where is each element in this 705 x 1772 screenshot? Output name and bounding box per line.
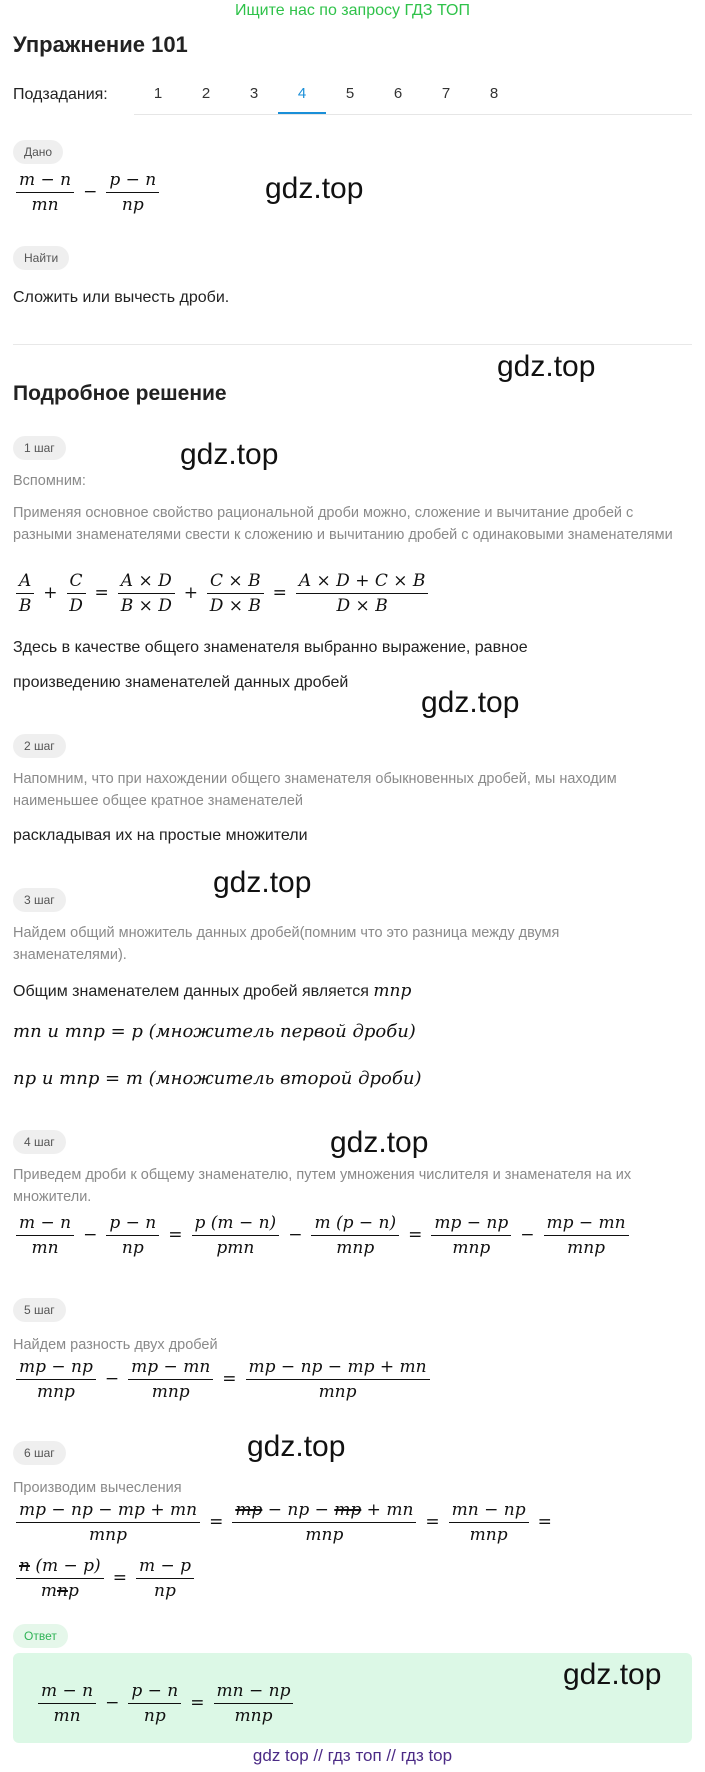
fraction-denominator: mn [31, 1238, 59, 1258]
fraction-denominator: mn [31, 195, 59, 215]
fraction-numerator: A [16, 571, 34, 594]
step-6-formula-line-1 [13, 1500, 558, 1545]
fraction-numerator: mn − np [214, 1681, 294, 1704]
tab-1[interactable]: 1 [153, 85, 163, 102]
operator: = [537, 1512, 552, 1532]
answer-expression [35, 1681, 296, 1726]
fraction-denominator: mn [53, 1706, 81, 1726]
operator: = [112, 1568, 127, 1588]
step-1-text-2: произведению знаменателей данных дробей [13, 674, 349, 691]
fraction-numerator: mn − np [449, 1500, 529, 1523]
fraction-numerator: mp − np − mp + mn [246, 1357, 430, 1380]
step-4-formula [13, 1213, 632, 1258]
step-3-line-2: np и mnp = m (множитель второй дроби) [13, 1068, 422, 1089]
solution-title: Подробное решение [13, 382, 227, 405]
step-4-description: Приведем дроби к общему знаменателю, путем умножения числителя и знаменателя на их множители. [13, 1167, 632, 1205]
fraction-numerator: C [67, 571, 86, 594]
step-4-badge: 4 шаг [13, 1130, 66, 1154]
step-2-text: раскладывая их на простые множители [13, 827, 308, 844]
fraction-denominator: np [143, 1706, 166, 1726]
fraction-numerator: mp − mn [128, 1357, 213, 1380]
watermark: gdz.top [497, 350, 596, 383]
fraction-numerator: p (m − n) [192, 1213, 280, 1236]
fraction-denominator: mnp [318, 1382, 357, 1402]
operator: = [408, 1225, 423, 1245]
fraction-denominator: mnp [89, 1525, 127, 1545]
step-3-description: Найдем общий множитель данных дробей(помним что это разница между двумя знаменателями). [13, 925, 560, 963]
watermark: gdz.top [330, 1126, 429, 1159]
watermark: gdz.top [421, 686, 520, 719]
operator: + [43, 583, 58, 603]
watermark: gdz.top [180, 438, 279, 471]
fraction-numerator: m (p − n) [311, 1213, 399, 1236]
fraction-denominator: mnp [336, 1238, 375, 1258]
find-text: Сложить или вычесть дроби. [13, 289, 230, 306]
fraction-denominator: B × D [120, 596, 172, 616]
fraction-denominator: D [69, 596, 83, 616]
step-3-line-1: mn и mnp = p (множитель первой дроби) [13, 1021, 416, 1042]
operator: = [168, 1225, 183, 1245]
tabs-underline [134, 114, 692, 115]
operator: = [94, 583, 109, 603]
fraction-denominator: D × B [209, 596, 261, 616]
operator: − [104, 1369, 120, 1389]
step-1-recall: Вспомним: [13, 473, 86, 489]
step-1-description: Применяя основное свойство рациональной дроби можно, сложение и вычитание дробей с разными знаменателями свести к сложению и вычитанию дробей с одинаковыми знаменателями [13, 505, 673, 543]
footer-links[interactable]: gdz top // гдз топ // гдз top [252, 1746, 453, 1765]
operator: = [190, 1693, 205, 1713]
fraction-numerator: mp − mn [544, 1213, 629, 1236]
cancelled-term: mp [334, 1500, 362, 1520]
tab-4-active[interactable]: 4 [278, 74, 326, 114]
numerator-part: (m − p) [29, 1556, 101, 1576]
step-5-badge: 5 шаг [13, 1298, 66, 1322]
fraction-denominator: mnp [469, 1525, 508, 1545]
cancelled-term: mp [235, 1500, 263, 1520]
denominator-part: m [40, 1581, 57, 1601]
operator: = [222, 1369, 237, 1389]
fraction-numerator: C × B [207, 571, 264, 594]
operator: − [520, 1225, 535, 1245]
tab-8[interactable]: 8 [489, 85, 499, 102]
watermark: gdz.top [247, 1430, 346, 1463]
fraction-numerator: A × D + C × B [296, 571, 429, 594]
tab-5[interactable]: 5 [345, 85, 355, 102]
watermark: gdz.top [213, 866, 312, 899]
fraction-numerator: A × D [118, 571, 175, 594]
fraction-denominator: mnp [36, 1382, 75, 1402]
fraction-denominator: B [18, 596, 32, 616]
step-3-text-math: mnp [373, 981, 412, 1001]
cancelled-term: n [19, 1556, 30, 1576]
divider [13, 344, 692, 345]
search-banner: Ищите нас по запросу ГДЗ ТОП [235, 2, 470, 19]
operator: − [288, 1225, 303, 1245]
step-3-badge: 3 шаг [13, 888, 66, 912]
fraction-numerator: mp − np [431, 1213, 511, 1236]
step-6-formula-line-2 [13, 1556, 197, 1601]
tab-2[interactable]: 2 [201, 85, 211, 102]
fraction-numerator: m − p [136, 1556, 194, 1579]
fraction-denominator: D × B [336, 596, 388, 616]
fraction-numerator: m − n [38, 1681, 96, 1704]
step-5-formula [13, 1357, 433, 1402]
page-title: Упражнение 101 [13, 32, 188, 57]
watermark: gdz.top [563, 1658, 662, 1691]
subtasks-label: Подзадания: [13, 86, 108, 103]
operator: − [83, 1225, 98, 1245]
operator: = [425, 1512, 440, 1532]
operator: = [209, 1512, 224, 1532]
fraction-numerator: p − n [128, 1681, 181, 1704]
fraction-numerator-cancelled [232, 1500, 416, 1523]
step-3-text [13, 981, 411, 1001]
step-6-description: Производим вычесления [13, 1480, 182, 1496]
fraction-denominator: np [121, 195, 144, 215]
operator: − [83, 182, 98, 202]
subtask-tabs [134, 74, 518, 114]
step-5-description: Найдем разность двух дробей [13, 1337, 218, 1353]
answer-badge: Ответ [13, 1624, 68, 1648]
tab-7[interactable]: 7 [441, 85, 451, 102]
fraction-numerator: p − n [106, 170, 159, 193]
fraction-numerator: mp − np − mp + mn [16, 1500, 200, 1523]
fraction-numerator: m − n [16, 170, 74, 193]
fraction-numerator: p − n [106, 1213, 159, 1236]
step-1-text-1: Здесь в качестве общего знаменателя выбранно выражение, равное [13, 639, 528, 656]
fraction-denominator: mnp [567, 1238, 606, 1258]
given-expression [13, 170, 162, 215]
step-2-description: Напомним, что при нахождении общего знаменателя обыкновенных дробей, мы находим наименьшее общее кратное знаменателей [13, 771, 617, 809]
tab-3[interactable]: 3 [249, 85, 259, 102]
fraction-numerator: m − n [16, 1213, 74, 1236]
step-6-badge: 6 шаг [13, 1441, 66, 1465]
step-1-badge: 1 шаг [13, 436, 66, 460]
step-2-badge: 2 шаг [13, 734, 66, 758]
operator: − [105, 1693, 120, 1713]
fraction-denominator: mnp [151, 1382, 190, 1402]
step-1-formula [13, 571, 431, 616]
denominator-part: p [67, 1581, 79, 1601]
given-badge: Дано [13, 140, 63, 164]
fraction-numerator-cancelled [16, 1556, 104, 1579]
tab-6[interactable]: 6 [393, 85, 403, 102]
fraction-denominator: pmn [216, 1238, 255, 1258]
step-3-text-label: Общим знаменателем данных дробей является [13, 983, 369, 1000]
fraction-denominator: np [154, 1581, 176, 1601]
cancelled-term: n [56, 1581, 68, 1601]
operator: + [183, 583, 199, 603]
numerator-part: − np − [262, 1500, 335, 1520]
operator: = [272, 583, 287, 603]
fraction-denominator: mnp [234, 1706, 273, 1726]
fraction-denominator: np [121, 1238, 144, 1258]
numerator-part: + mn [361, 1500, 414, 1520]
fraction-denominator: mnp [452, 1238, 491, 1258]
fraction-numerator: mp − np [16, 1357, 96, 1380]
fraction-denominator-cancelled [16, 1579, 104, 1601]
find-badge: Найти [13, 246, 69, 270]
watermark: gdz.top [265, 172, 364, 205]
fraction-denominator: mnp [305, 1525, 344, 1545]
